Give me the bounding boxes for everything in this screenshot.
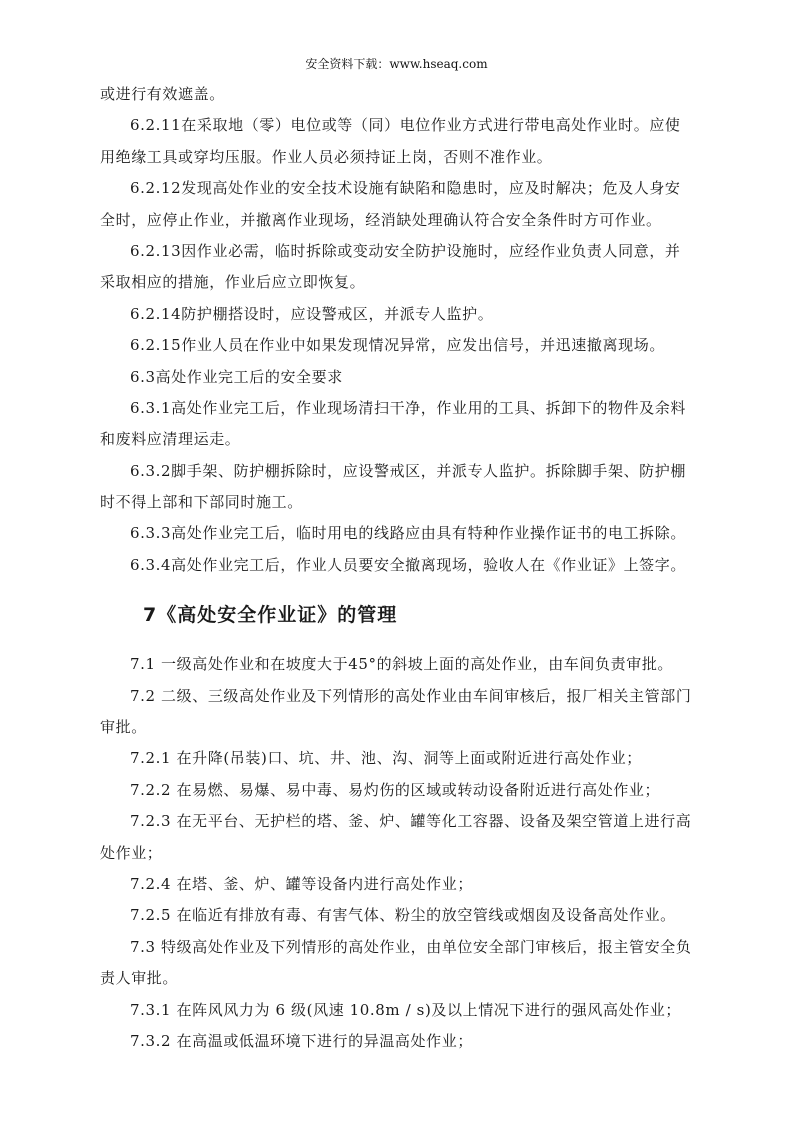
text-line: 7.2.3 在无平台、无护栏的塔、釜、炉、罐等化工容器、设备及架空管道上进行高 bbox=[130, 812, 692, 831]
text-line: 6.3.3高处作业完工后，临时用电的线路应由具有特种作业操作证书的电工拆除。 bbox=[130, 524, 686, 543]
text-line: 时不得上部和下部同时施工。 bbox=[100, 493, 303, 512]
text-line: 6.2.13因作业必需，临时拆除或变动安全防护设施时，应经作业负责人同意，并 bbox=[130, 241, 681, 260]
text-line: 全时，应停止作业，并撤离作业现场，经消缺处理确认符合安全条件时方可作业。 bbox=[100, 210, 662, 229]
text-line: 7.2.5 在临近有排放有毒、有害气体、粉尘的放空管线或烟囱及设备高处作业。 bbox=[130, 906, 676, 925]
section-7-paragraphs bbox=[100, 649, 696, 1057]
text-line: 6.2.14防护棚搭设时，应设警戒区，并派专人监护。 bbox=[130, 304, 494, 323]
text-line: 责人审批。 bbox=[100, 969, 179, 988]
text-line: 采取相应的措施，作业后应立即恢复。 bbox=[100, 273, 366, 292]
text-line: 和废料应清理运走。 bbox=[100, 430, 241, 449]
text-line: 6.2.15作业人员在作业中如果发现情况异常，应发出信号，并迅速撤离现场。 bbox=[130, 336, 665, 355]
text-line: 7.3.2 在高温或低温环境下进行的异温高处作业； bbox=[130, 1031, 473, 1050]
text-line: 7.2.1 在升降(吊装)口、坑、井、池、沟、洞等上面或附近进行高处作业； bbox=[130, 749, 642, 768]
text-line: 6.2.11在采取地（零）电位或等（同）电位作业方式进行带电高处作业时。应使 bbox=[130, 116, 681, 135]
text-line: 7.2 二级、三级高处作业及下列情形的高处作业由车间审核后，报厂相关主管部门 bbox=[130, 686, 692, 705]
text-line: 或进行有效遮盖。 bbox=[100, 85, 225, 103]
text-line: 6.3.4高处作业完工后，作业人员要安全撤离现场，验收人在《作业证》上签字。 bbox=[130, 555, 686, 574]
text-line: 7.1 一级高处作业和在坡度大于45°的斜坡上面的高处作业，由车间负责审批。 bbox=[130, 655, 674, 674]
text-line: 7.3.1 在阵风风力为 6 级(风速 10.8m / s)及以上情况下进行的强风高处作业； bbox=[130, 1000, 681, 1019]
text-line: 6.3高处作业完工后的安全要求 bbox=[130, 367, 343, 386]
text-line: 6.2.12发现高处作业的安全技术设施有缺陷和隐患时，应及时解决；危及人身安 bbox=[130, 179, 681, 198]
text-line: 用绝缘工具或穿均压服。作业人员必须持证上岗，否则不准作业。 bbox=[100, 147, 553, 166]
page-header: 安全资料下载：www.hseaq.com bbox=[305, 57, 488, 71]
text-line: 6.3.1高处作业完工后，作业现场清扫干净，作业用的工具、拆卸下的物件及余料 bbox=[130, 398, 686, 417]
text-line: 处作业； bbox=[100, 843, 163, 862]
document-body bbox=[100, 79, 696, 1057]
text-line: 6.3.2脚手架、防护棚拆除时，应设警戒区，并派专人监护。拆除脚手架、防护棚 bbox=[130, 461, 686, 480]
section-heading: 7《高处安全作业证》的管理 bbox=[143, 604, 398, 627]
text-line: 7.3 特级高处作业及下列情形的高处作业，由单位安全部门审核后，报主管安全负 bbox=[130, 937, 692, 956]
text-line: 7.2.4 在塔、釜、炉、罐等设备内进行高处作业； bbox=[130, 874, 473, 893]
text-line: 7.2.2 在易燃、易爆、易中毒、易灼伤的区域或转动设备附近进行高处作业； bbox=[130, 780, 661, 799]
text-line: 审批。 bbox=[100, 718, 147, 737]
section-6-paragraphs bbox=[100, 79, 696, 581]
